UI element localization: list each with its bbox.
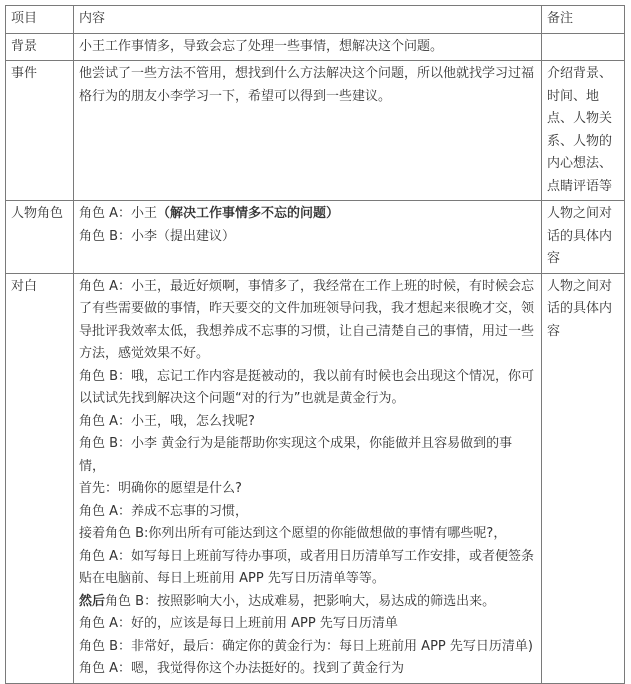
dialogue-line: 角色 B：非常好，最后：确定你的黄金行为：每日上班前用 APP 先写日历清单) (79, 638, 533, 654)
role-a-bold: （解决工作事情多不忘的问题） (157, 206, 340, 221)
row-event-item: 事件 (6, 61, 74, 201)
row-background-note (542, 33, 625, 61)
row-roles-note: 人物之间对话的具体内容 (542, 201, 625, 274)
header-row (6, 6, 625, 34)
row-roles-item: 人物角色 (6, 201, 74, 274)
row-dialogue (6, 273, 625, 683)
row-roles-content (74, 201, 542, 274)
dialogue-line: 角色 B：小李 黄金行为是能帮助你实现这个成果，你能做并且容易做到的事情， (79, 436, 513, 474)
dialogue-line: 首先：明确你的愿望是什么? (79, 481, 242, 496)
row-background (6, 33, 625, 61)
header-content: 内容 (74, 6, 542, 34)
row-dialogue-content (74, 273, 542, 683)
dialogue-line: 角色 A：好的，应该是每日上班前用 APP 先写日历清单 (79, 616, 398, 631)
dialogue-table (5, 5, 625, 684)
dialogue-line: 角色 A：小王，哦，怎么找呢? (79, 413, 255, 429)
dialogue-bold-prefix: 然后 (79, 593, 106, 609)
dialogue-line: 角色 A：养成不忘事的习惯， (79, 503, 249, 519)
dialogue-line: 接着角色 B:你列出所有可能达到这个愿望的你能做想做的事情有哪些呢?， (79, 526, 507, 541)
dialogue-line: 角色 B：哦，忘记工作内容是挺被动的，我以前有时候也会出现这个情况，你可以试试先找到解决这个问题“对的行为”也就是黄金行为。 (79, 368, 535, 406)
role-a-text: 角色 A：小王 (79, 206, 158, 221)
dialogue-line: 角色 A：如写每日上班前写待办事项，或者用日历清单写工作安排，或者便签条贴在电脑前、每日上班前用 APP 先写日历清单等等。 (79, 548, 535, 586)
dialogue-line: 角色 A：小王，最近好烦啊，事情多了，我经常在工作上班的时候，有时候会忘了有些需要做的事情，昨天要交的文件加班领导问我，我才想起来很晚才交，领导批评我效率太低，我想养成不忘事的习惯，让自己清楚自己的事情，用过一些方法，感觉效果不好。 (79, 278, 535, 361)
role-b-line: 角色 B：小李（提出建议） (79, 228, 236, 244)
row-event-content: 他尝试了一些方法不管用，想找到什么方法解决这个问题，所以他就找学习过福格行为的朋友小李学习一下，希望可以得到一些建议。 (74, 61, 542, 201)
row-roles (6, 201, 625, 274)
dialogue-bold-rest: 角色 B：按照影响大小，达成难易，把影响大，易达成的筛选出来。 (105, 593, 496, 609)
row-event (6, 61, 625, 201)
header-item: 项目 (6, 6, 74, 34)
header-note: 备注 (542, 6, 625, 34)
row-event-note: 介绍背景、时间、地点、人物关系、人物的内心想法、点睛评语等 (542, 61, 625, 201)
dialogue-line: 角色 A：嗯，我觉得你这个办法挺好的。找到了黄金行为 (79, 661, 405, 676)
role-a-line (79, 203, 536, 226)
dialogue-line-bold (79, 591, 536, 614)
row-background-item: 背景 (6, 33, 74, 61)
row-background-content: 小王工作事情多，导致会忘了处理一些事情，想解决这个问题。 (74, 33, 542, 61)
row-dialogue-note: 人物之间对话的具体内容 (542, 273, 625, 683)
row-dialogue-item: 对白 (6, 273, 74, 683)
